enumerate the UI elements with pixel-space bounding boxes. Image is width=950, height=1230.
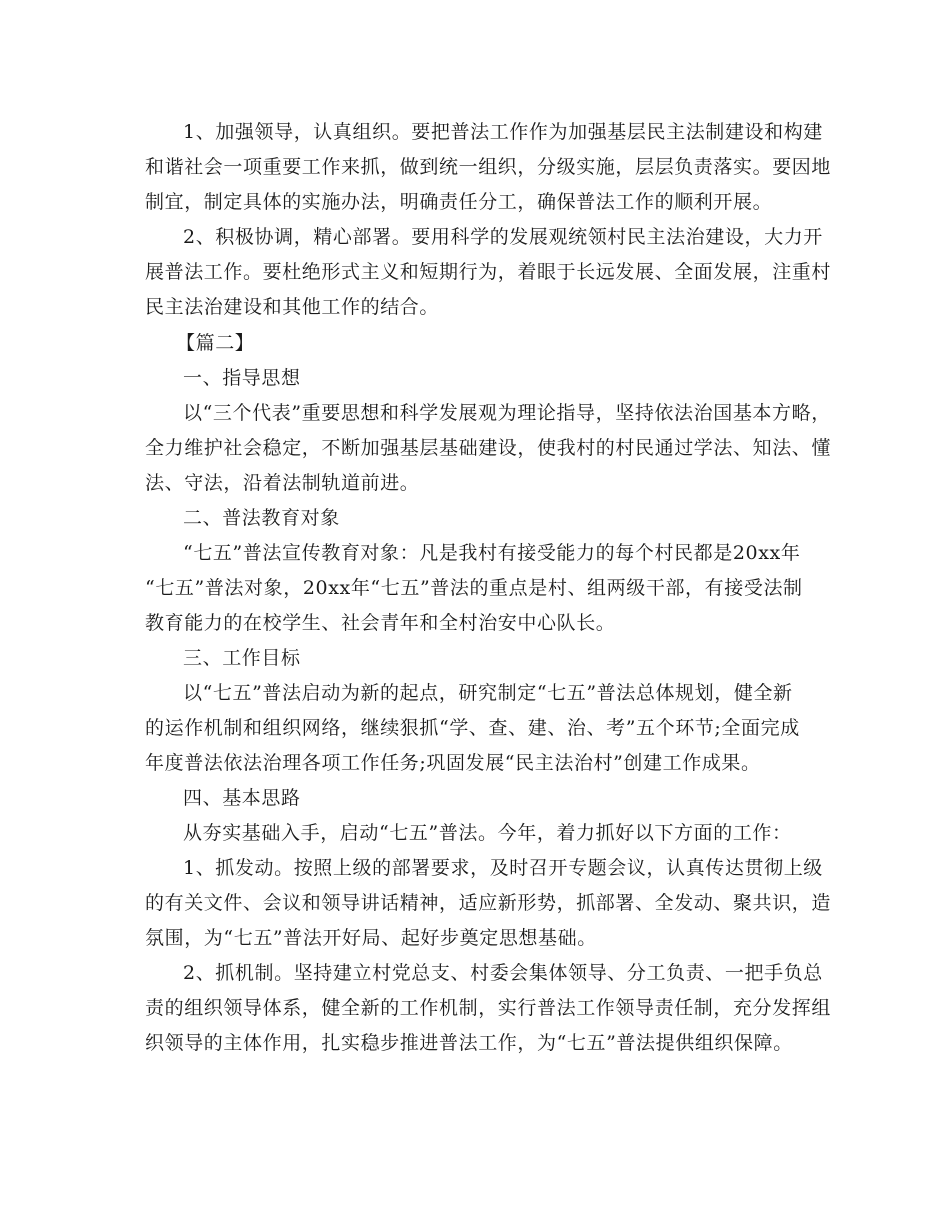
paragraph-6-line-1: 从夯实基础入手，启动“七五”普法。今年，着力抓好以下方面的工作：: [183, 822, 792, 844]
paragraph-4-line-2: “七五”普法对象，20xx年“七五”普法的重点是村、组两级干部，有接受法制: [145, 577, 803, 599]
paragraph-1-line-1: 1、加强领导，认真组织。要把普法工作作为加强基层民主法制建设和构建: [183, 121, 823, 143]
heading-education-targets: 二、普法教育对象: [183, 507, 340, 529]
paragraph-1-line-3: 制宜，制定具体的实施办法，明确责任分工，确保普法工作的顺利开展。: [145, 191, 773, 213]
paragraph-7-line-3: 氛围，为“七五”普法开好局、起好步奠定思想基础。: [145, 927, 597, 949]
paragraph-8-line-3: 织领导的主体作用，扎实稳步推进普法工作，为“七五”普法提供组织保障。: [145, 1032, 793, 1054]
paragraph-2-line-2: 展普法工作。要杜绝形式主义和短期行为，着眼于长远发展、全面发展，注重村: [145, 261, 832, 283]
paragraph-3-line-2: 全力维护社会稳定，不断加强基层基础建设，使我村的村民通过学法、知法、懂: [145, 437, 832, 459]
paragraph-8-line-2: 责的组织领导体系，健全新的工作机制，实行普法工作领导责任制，充分发挥组: [145, 997, 832, 1019]
section-heading-pian-er: 【篇二】: [176, 332, 255, 354]
paragraph-5-line-2: 的运作机制和组织网络，继续狠抓“学、查、建、治、考”五个环节;全面完成: [145, 717, 800, 739]
paragraph-2-line-1: 2、积极协调，精心部署。要用科学的发展观统领村民主法治建设，大力开: [183, 226, 823, 248]
paragraph-7-line-2: 的有关文件、会议和领导讲话精神，适应新形势，抓部署、全发动、聚共识，造: [145, 892, 832, 914]
paragraph-2-line-3: 民主法治建设和其他工作的结合。: [145, 296, 440, 318]
heading-basic-approach: 四、基本思路: [183, 787, 301, 809]
paragraph-3-line-3: 法、守法，沿着法制轨道前进。: [145, 472, 420, 494]
paragraph-1-line-2: 和谐社会一项重要工作来抓，做到统一组织，分级实施，层层负责落实。要因地: [145, 156, 832, 178]
heading-work-goals: 三、工作目标: [183, 647, 301, 669]
paragraph-5-line-3: 年度普法依法治理各项工作任务;巩固发展“民主法治村”创建工作成果。: [145, 752, 761, 774]
paragraph-4-line-3: 教育能力的在校学生、社会青年和全村治安中心队长。: [145, 612, 616, 634]
paragraph-7-line-1: 1、抓发动。按照上级的部署要求，及时召开专题会议，认真传达贯彻上级: [183, 857, 823, 879]
heading-guiding-thought: 一、指导思想: [183, 367, 301, 389]
paragraph-8-line-1: 2、抓机制。坚持建立村党总支、村委会集体领导、分工负责、一把手负总: [183, 962, 823, 984]
paragraph-4-line-1: “七五”普法宣传教育对象：凡是我村有接受能力的每个村民都是20xx年: [183, 542, 801, 564]
paragraph-3-line-1: 以“三个代表”重要思想和科学发展观为理论指导，坚持依法治国基本方略，: [183, 402, 831, 424]
paragraph-5-line-1: 以“七五”普法启动为新的起点，研究制定“七五”普法总体规划，健全新: [183, 682, 793, 704]
